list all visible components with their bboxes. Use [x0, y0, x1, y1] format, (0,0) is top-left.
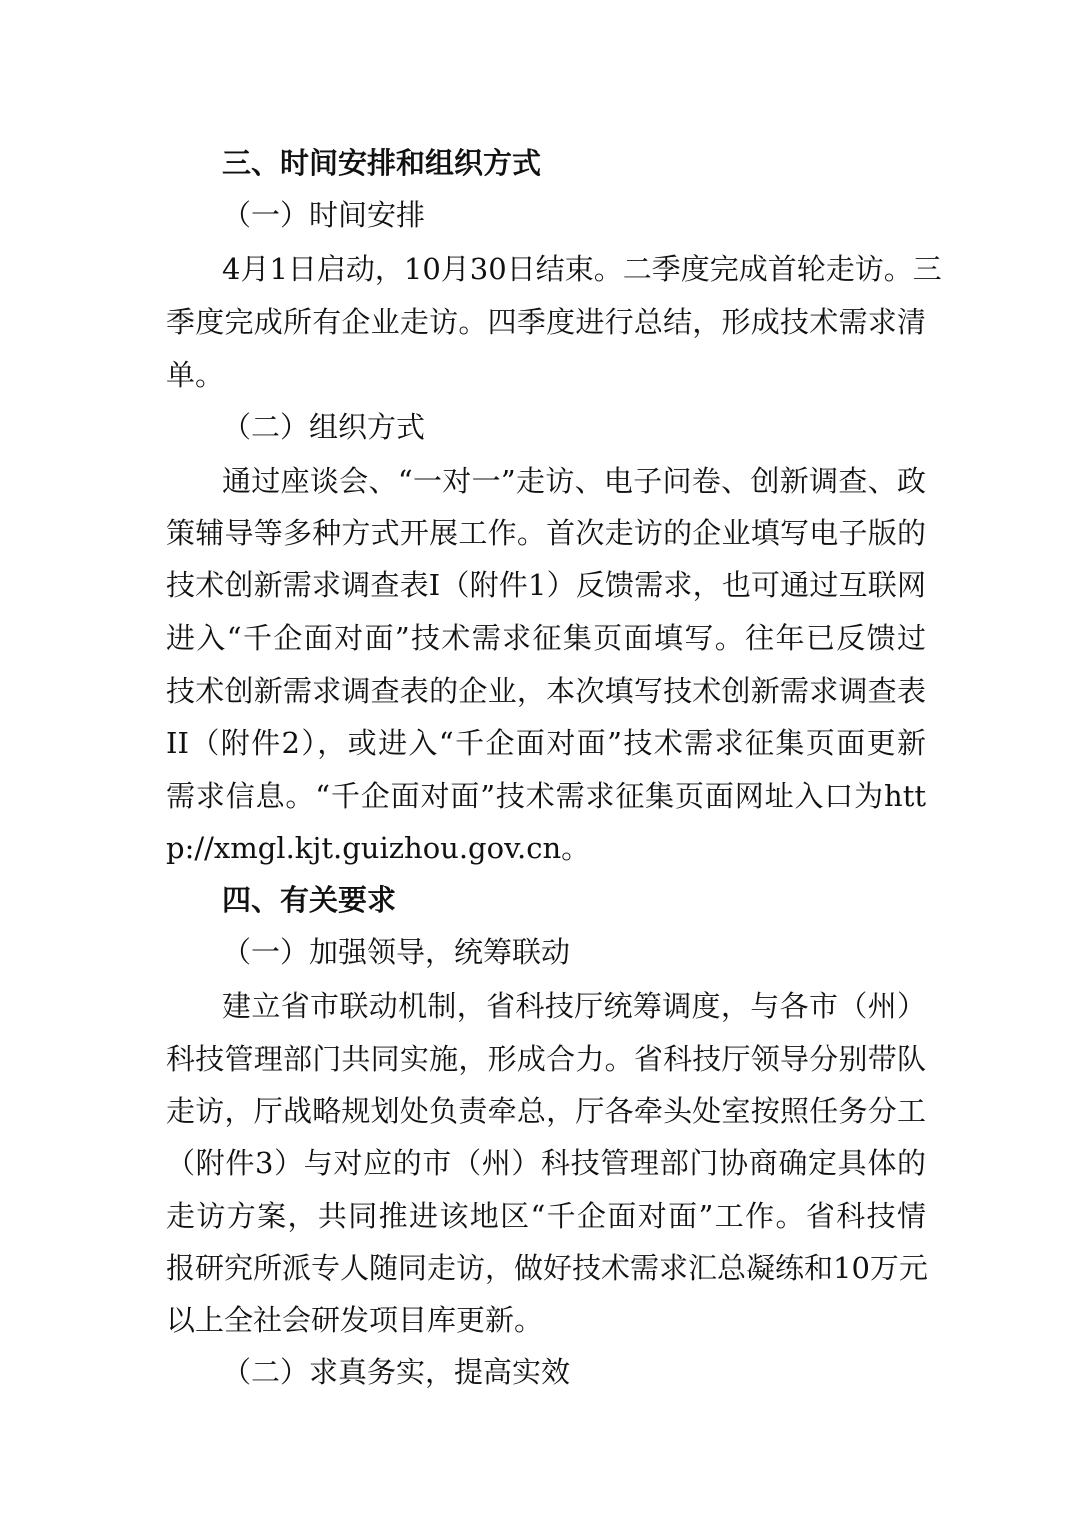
subheading-pragmatic: （二）求真务实，提高实效 — [222, 1355, 571, 1389]
subheading-schedule: （一）时间安排 — [222, 198, 426, 232]
section-heading-requirements: 四、有关要求 — [222, 883, 397, 917]
paragraph-line: II（附件2），或进入“千企面对面”技术需求征集页面更新 — [166, 726, 926, 760]
paragraph-line-url: p://xmgl.kjt.guizhou.gov.cn。 — [166, 831, 591, 865]
paragraph-line: 需求信息。“千企面对面”技术需求征集页面网址入口为htt — [166, 779, 926, 813]
section-heading-schedule-organization: 三、时间安排和组织方式 — [222, 146, 542, 180]
paragraph-line: 4月1日启动，10月30日结束。二季度完成首轮走访。三 — [222, 252, 942, 286]
paragraph-line: 通过座谈会、“一对一”走访、电子问卷、创新调查、政 — [222, 464, 926, 498]
paragraph-line: 策辅导等多种方式开展工作。首次走访的企业填写电子版的 — [166, 516, 926, 550]
paragraph-line: 报研究所派专人随同走访，做好技术需求汇总凝练和10万元 — [166, 1251, 928, 1285]
paragraph-line: 走访方案，共同推进该地区“千企面对面”工作。省科技情 — [166, 1199, 926, 1233]
paragraph-line: 技术创新需求调查表I（附件1）反馈需求，也可通过互联网 — [166, 568, 926, 602]
paragraph-line: 单。 — [166, 358, 225, 392]
paragraph-line: 季度完成所有企业走访。四季度进行总结，形成技术需求清 — [166, 305, 926, 339]
paragraph-line: （附件3）与对应的市（州）科技管理部门协商确定具体的 — [166, 1146, 926, 1180]
paragraph-line: 进入“千企面对面”技术需求征集页面填写。往年已反馈过 — [166, 621, 926, 655]
subheading-leadership: （一）加强领导，统筹联动 — [222, 935, 571, 969]
paragraph-line: 科技管理部门共同实施，形成合力。省科技厅领导分别带队 — [166, 1042, 926, 1076]
subheading-organization: （二）组织方式 — [222, 410, 426, 444]
paragraph-line: 走访，厅战略规划处负责牵总，厅各牵头处室按照任务分工 — [166, 1094, 926, 1128]
paragraph-line: 以上全社会研发项目库更新。 — [166, 1303, 544, 1337]
paragraph-line: 技术创新需求调查表的企业，本次填写技术创新需求调查表 — [166, 674, 926, 708]
paragraph-line: 建立省市联动机制，省科技厅统筹调度，与各市（州） — [222, 989, 926, 1023]
